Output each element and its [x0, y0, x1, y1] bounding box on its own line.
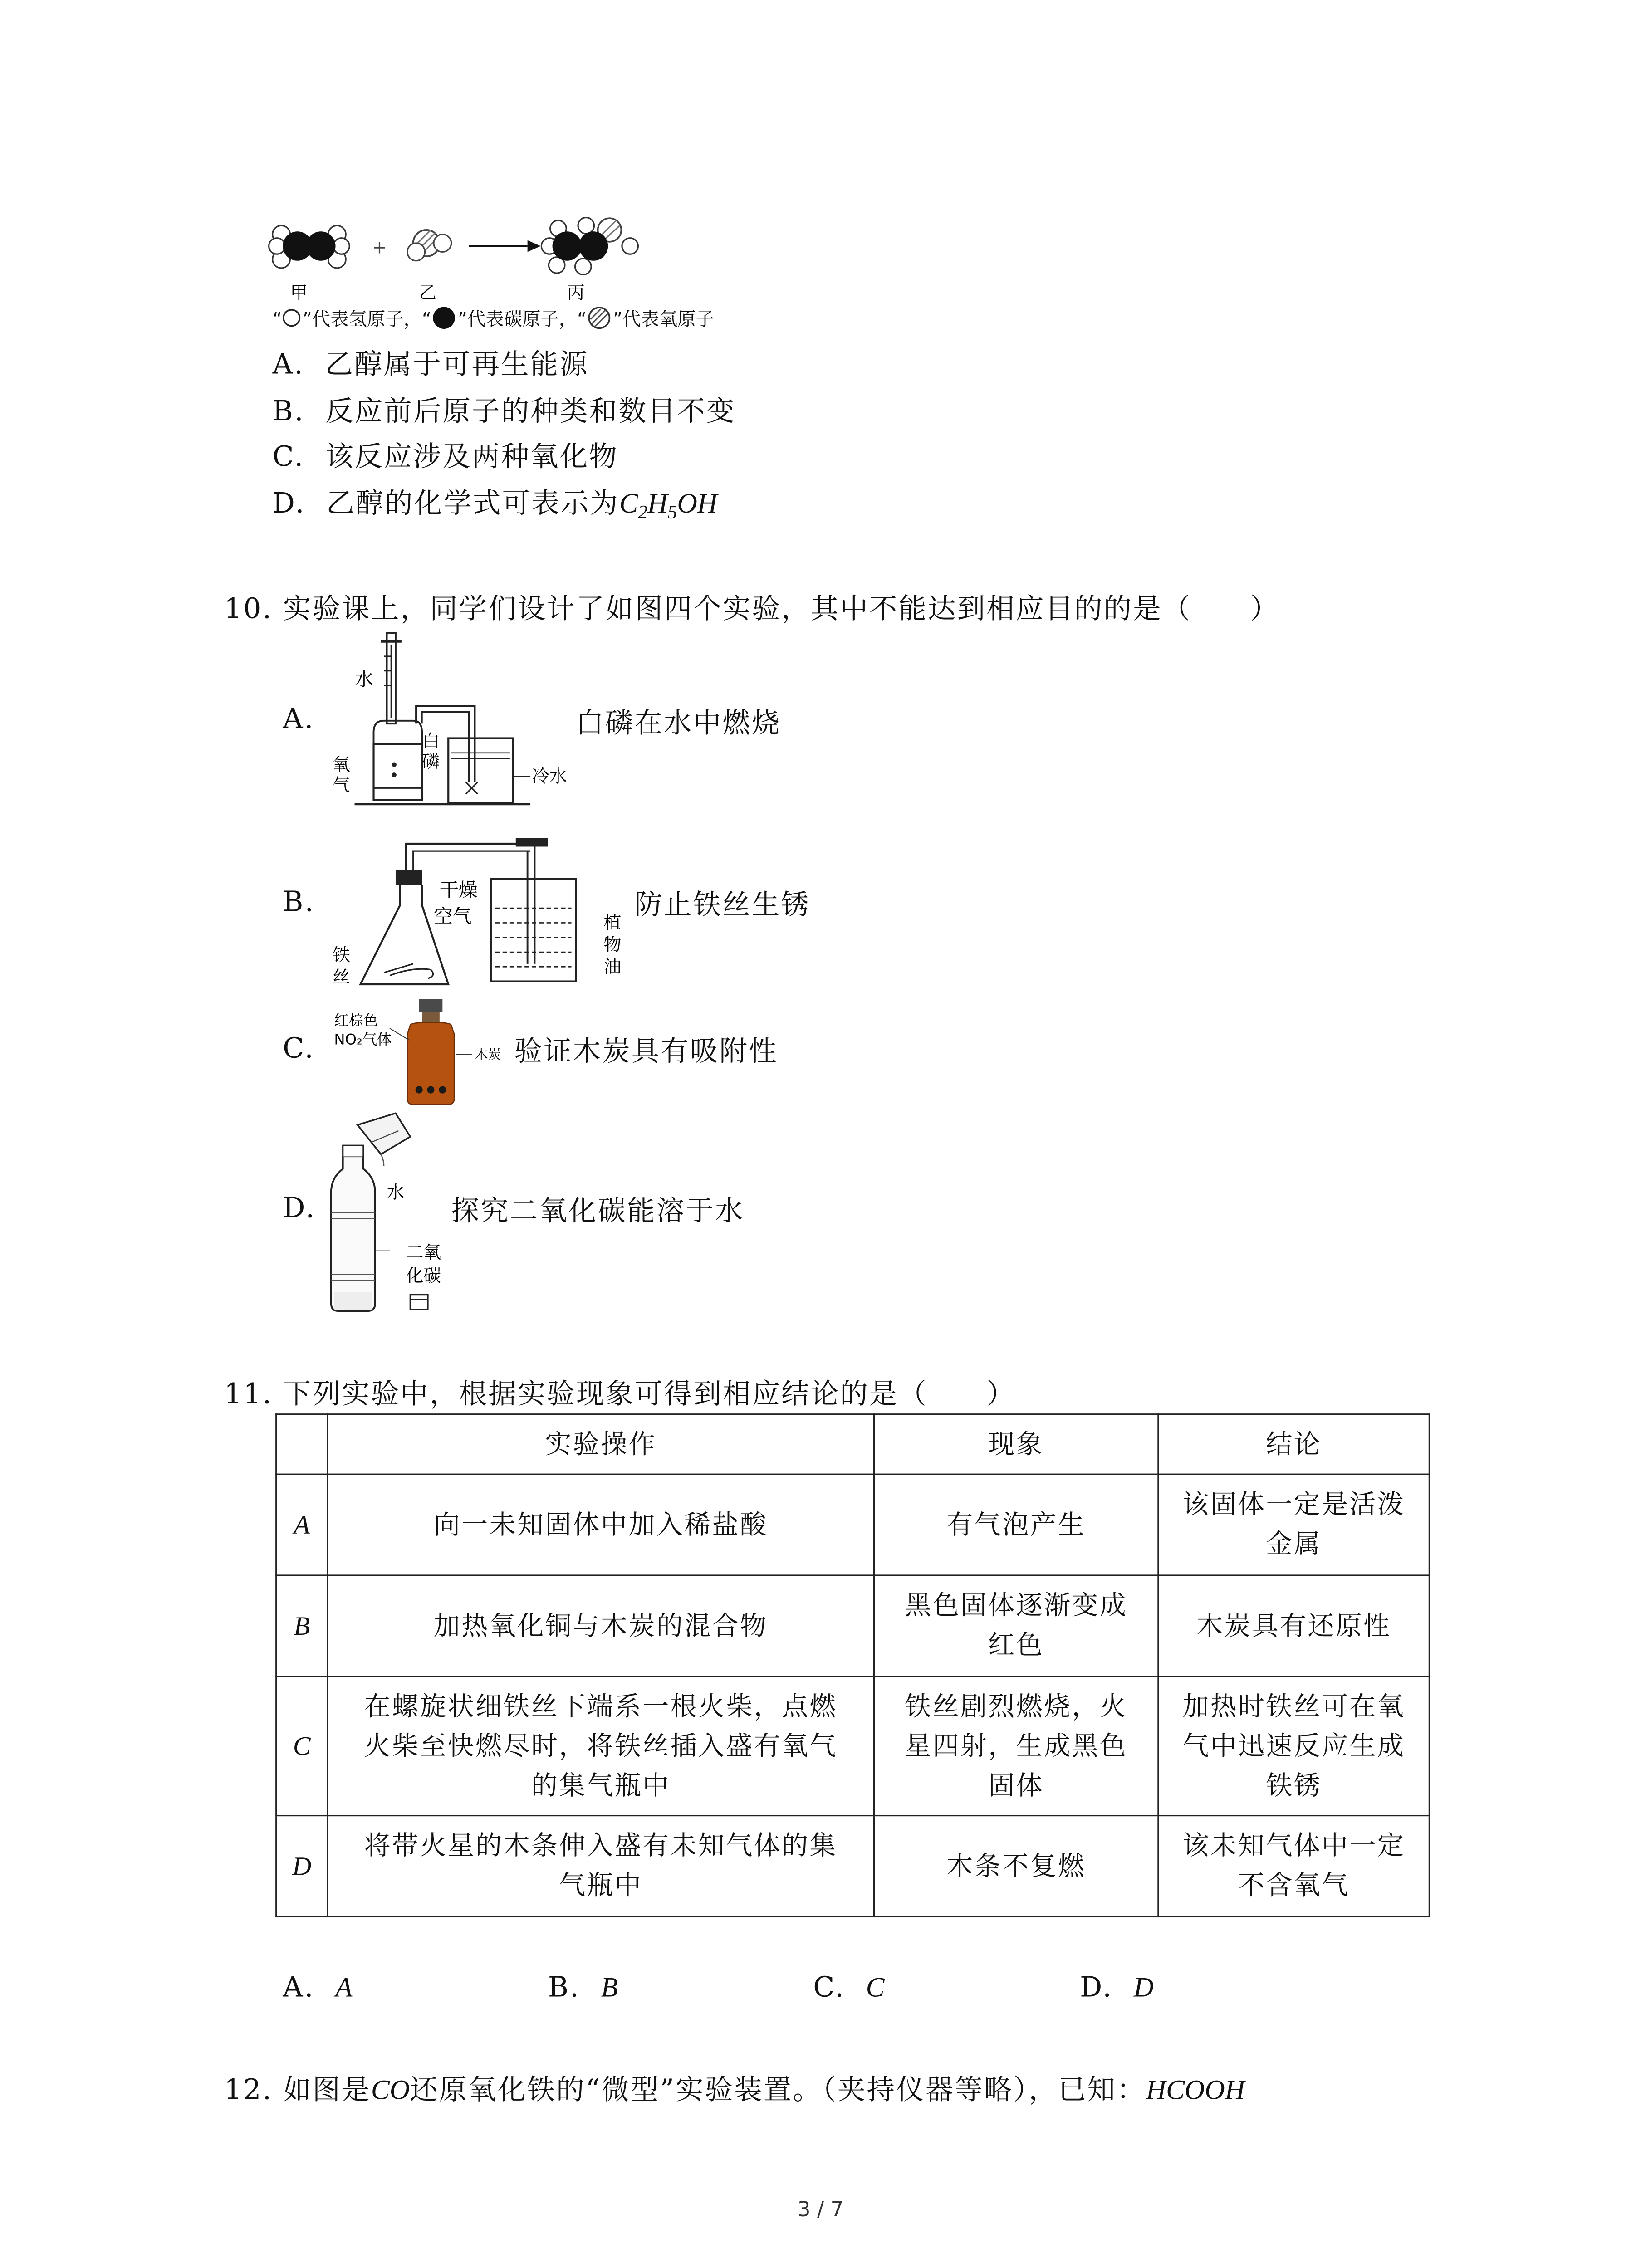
q10-stem: 10. 实验课上，同学们设计了如图四个实验，其中不能达到相应目的的是（ ）	[224, 593, 1280, 626]
table-row: B 加热氧化铜与木炭的混合物 黑色固体逐渐变成 红色 木炭具有还原性	[276, 1575, 1430, 1677]
q10-option-d-text: 探究二氧化碳能溶于水	[451, 1195, 745, 1228]
q10-option-a-letter: A.	[283, 703, 315, 736]
svg-text:油: 油	[603, 957, 622, 978]
svg-text:二氧: 二氧	[406, 1242, 441, 1263]
oxygen-atom-icon	[587, 306, 613, 330]
q11-choice-d: D. D	[1080, 1971, 1154, 2004]
q11-choice-c: C. C	[813, 1971, 885, 2004]
apparatus-a	[325, 630, 574, 813]
svg-text:氧: 氧	[333, 754, 350, 775]
q10-option-d-letter: D.	[283, 1192, 316, 1225]
header-operation: 实验操作	[328, 1414, 874, 1474]
q10-option-a-text: 白磷在水中燃烧	[576, 707, 781, 740]
svg-text:木炭: 木炭	[475, 1046, 501, 1062]
label-jia: 甲	[290, 283, 308, 303]
molecule-yi	[407, 230, 451, 261]
plus-sign: +	[372, 237, 387, 258]
table-row: C 在螺旋状细铁丝下端系一根火柴，点燃 火柴至快燃尽时，将铁丝插入盛有氧气 的集气瓶中 铁丝剧烈燃烧，火 星四射，生成黑色 固体 加热时铁丝可在氧 气中迅速反应生成 铁锈	[276, 1677, 1430, 1816]
header-phenomenon: 现象	[874, 1414, 1158, 1474]
label-yi: 乙	[419, 283, 437, 303]
q12-stem: 12. 如图是CO还原氧化铁的“微型”实验装置。（夹持仪器等略），已知：HCOOH	[224, 2074, 1245, 2107]
molecule-bing	[541, 218, 638, 275]
svg-text:空气: 空气	[433, 905, 472, 928]
ethanol-formula: $C_2H_5OH$	[619, 489, 718, 523]
apparatus-b	[325, 817, 633, 1005]
table-row: A 向一未知固体中加入稀盐酸 有气泡产生 该固体一定是活泼 金属	[276, 1474, 1430, 1575]
hydrogen-atom-icon	[282, 308, 303, 328]
q11-choice-b: B. B	[548, 1971, 618, 2004]
svg-text:磷: 磷	[422, 752, 440, 772]
q10-option-b-letter: B.	[283, 886, 315, 919]
page-number: 3 / 7	[797, 2199, 844, 2222]
svg-text:NO₂气体: NO₂气体	[334, 1031, 392, 1048]
q10-option-c-text: 验证木炭具有吸附性	[514, 1036, 778, 1068]
table-row: D 将带火星的木条伸入盛有未知气体的集 气瓶中 木条不复燃 该未知气体中一定 不含氧气	[276, 1816, 1430, 1917]
svg-text:气: 气	[333, 775, 350, 796]
q10-option-c-letter: C.	[283, 1032, 315, 1065]
svg-text:丝: 丝	[333, 967, 350, 987]
header-conclusion: 结论	[1158, 1414, 1429, 1474]
q9-option-d: D. 乙醇的化学式可表示为$C_2H_5OH$	[272, 488, 718, 523]
q9-option-c: C. 该反应涉及两种氧化物	[272, 440, 618, 474]
svg-text:白: 白	[422, 731, 440, 752]
svg-text:物: 物	[603, 934, 622, 955]
carbon-atom-icon	[431, 306, 458, 330]
header-blank	[276, 1414, 328, 1474]
svg-text:干燥: 干燥	[439, 879, 478, 901]
apparatus-c	[328, 993, 519, 1107]
svg-text:冷水: 冷水	[532, 766, 567, 787]
reaction-diagram	[264, 217, 674, 308]
svg-text:化碳: 化碳	[406, 1266, 441, 1286]
svg-text:水: 水	[387, 1182, 405, 1203]
q11-choice-a: A. A	[283, 1971, 353, 2004]
svg-text:水: 水	[354, 668, 374, 690]
svg-text:植: 植	[603, 913, 622, 934]
q11-table	[275, 1413, 1430, 1917]
q9-option-b: B. 反应前后原子的种类和数目不变	[272, 395, 736, 428]
q10-option-b-text: 防止铁丝生锈	[634, 889, 810, 922]
svg-text:红棕色: 红棕色	[334, 1012, 378, 1029]
label-bing: 丙	[567, 283, 585, 303]
apparatus-d	[325, 1110, 457, 1315]
table-header-row	[276, 1414, 1430, 1474]
q11-stem: 11. 下列实验中，根据实验现象可得到相应结论的是（ ）	[224, 1378, 1016, 1411]
molecule-jia	[269, 225, 350, 268]
atom-legend: “ ”代表氢原子，“ ”代表碳原子，“ ”代表氧原子	[273, 305, 714, 331]
svg-text:铁: 铁	[333, 945, 350, 966]
q9-option-a: A. 乙醇属于可再生能源	[272, 348, 589, 381]
